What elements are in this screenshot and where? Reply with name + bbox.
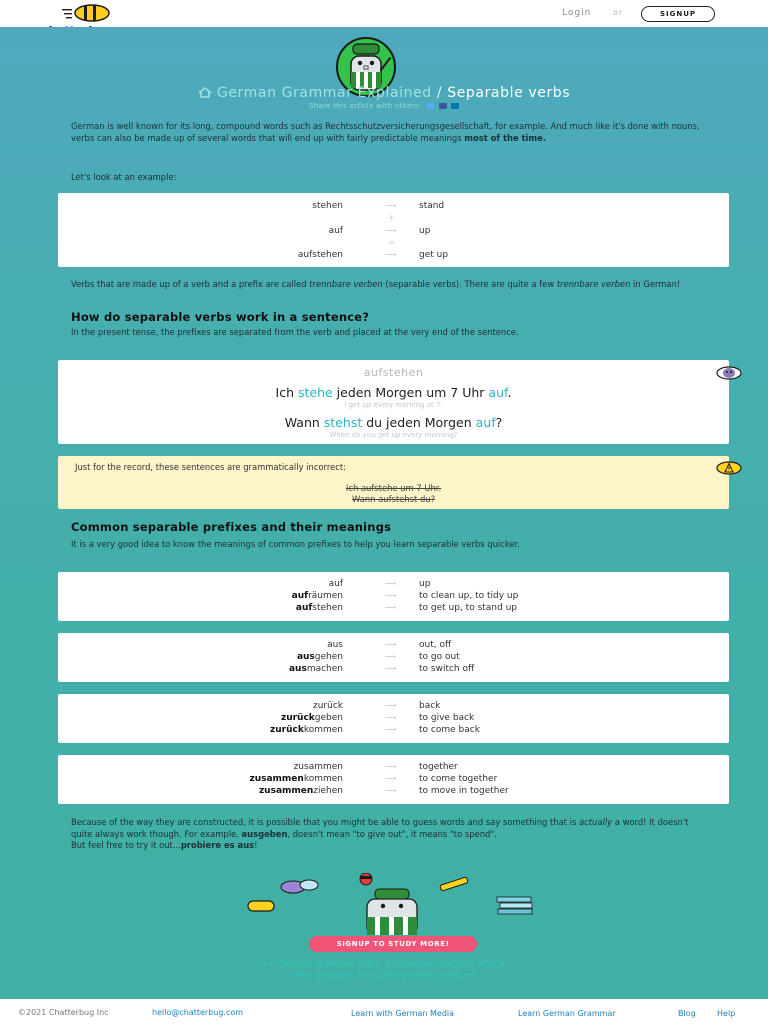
prefix-card-zusammen (58, 755, 729, 804)
top-navbar (0, 0, 768, 27)
footer-link-help[interactable]: Help (717, 1009, 736, 1018)
example-sentence-1: Ich stehe jeden Morgen um 7 Uhr auf. (275, 385, 512, 400)
signup-study-more-button[interactable]: SIGNUP TO STUDY MORE! (309, 936, 477, 952)
prefix-row: aufräumen ⟶ to clean up, to tidy up (291, 591, 519, 601)
prefix-row: auf ⟶ up (328, 579, 431, 589)
footer-link-blog[interactable]: Blog (678, 1009, 696, 1018)
signup-button[interactable]: SIGNUP (641, 6, 715, 22)
study-illustration-icon (245, 873, 535, 935)
example-sentence-2: Wann stehst du jeden Morgen auf? (284, 415, 503, 430)
incorrect-sentence-1: Ich aufstehe um 7 Uhr. (345, 483, 442, 493)
note-message: Just for the record, these sentences are grammatically incorrect: (75, 462, 346, 472)
breadcrumb-separator: / (431, 85, 448, 101)
prefix-row: zusammenziehen ⟶ to move in together (258, 786, 509, 796)
mascot-avatar-icon (716, 366, 742, 380)
warning-icon (716, 461, 742, 475)
prefix-row: aufstehen ⟶ to get up, to stand up (295, 603, 517, 613)
copyright: ©2021 Chatterbug Inc (18, 1008, 109, 1017)
main-content (0, 27, 768, 999)
intro-paragraph: German is well known for its long, compound words such as Rechtsschutzversicherungsgesellschaft, for example. And much like it's done with nouns, verbs can also be made up of several words that will end up with fairly predictable meanings most of the time. (71, 121, 700, 143)
prefix-row: zurück ⟶ back (313, 701, 441, 711)
closing-paragraph: Because of the way they are constructed, it is possible that you might be able to guess words and say something that is actually a word! It doesn't quite always work though. For example, ausgeben, doesn't mean "to give out", it means "to spend". But feel free to try it out...probiere es aus! (71, 817, 689, 850)
prefix-row: zurückkommen ⟶ to come back (270, 725, 480, 735)
footer-link-german-media[interactable]: Learn with German Media (351, 1009, 455, 1018)
breadcrumb-grammar[interactable]: German Grammar Explained (216, 85, 432, 101)
plus-sign: + (388, 213, 395, 222)
linkedin-icon[interactable] (451, 103, 459, 109)
example-row: stehen ⟶ stand (312, 201, 445, 211)
next-topic-link[interactable]: Next grammar topic: Inseparable verbs ⟶ (292, 970, 476, 979)
previous-topic-link[interactable]: ⟵ Previous grammar topic: Accusative indefinite article (262, 959, 506, 968)
or-text: or (613, 8, 624, 17)
example-row: aufstehen ⟶ get up (297, 250, 449, 260)
share-text: Share this article with others: (308, 102, 422, 110)
prefixes-paragraph: It is a very good idea to know the meanings of common prefixes to help you learn separable verbs quicker. (71, 539, 520, 549)
prefix-row: ausgehen ⟶ to go out (296, 652, 460, 662)
article-title: Separable verbs (447, 85, 571, 101)
home-icon[interactable] (198, 87, 212, 98)
page-title (0, 85, 768, 101)
trennbare-paragraph: Verbs that are made up of a verb and a prefix are called trennbare verben (separable verbs). There are quite a few trennbare verben in German! (71, 279, 681, 289)
example-row: auf ⟶ up (328, 226, 431, 236)
equals-sign: = (388, 238, 395, 247)
incorrect-note (58, 456, 729, 509)
present-tense-paragraph: In the present tense, the prefixes are separated from the verb and placed at the very end of the sentence. (71, 327, 519, 337)
footer-link-grammar[interactable]: Learn German Grammar (518, 1009, 616, 1018)
bee-logo-icon (62, 4, 116, 22)
prefix-card-zurueck (58, 694, 729, 743)
prefix-card-auf (58, 572, 729, 621)
incorrect-sentence-2: Wann aufstehst du? (351, 494, 436, 504)
prefix-row: zusammenkommen ⟶ to come together (249, 774, 498, 784)
contact-email-link[interactable]: hello@chatterbug.com (152, 1008, 244, 1017)
login-link[interactable]: Login (562, 8, 592, 18)
prefix-row: zurückgeben ⟶ to give back (280, 713, 475, 723)
prefix-row: ausmachen ⟶ to switch off (288, 664, 475, 674)
prefix-row: zusammen ⟶ together (293, 762, 458, 772)
facebook-icon[interactable] (439, 103, 447, 109)
share-bar (0, 102, 768, 110)
twitter-icon[interactable] (426, 103, 434, 109)
compound-example-card (58, 193, 729, 267)
lets-look-text: Let's look at an example: (71, 172, 177, 182)
example-translation-1: I get up every morning at 7. (344, 401, 443, 409)
example-translation-2: When do you get up every morning? (329, 431, 458, 439)
prefix-row: aus ⟶ out, off (327, 640, 452, 650)
sentence-example-card (58, 360, 729, 444)
example-verb: aufstehen (363, 366, 424, 379)
section-heading-how: How do separable verbs work in a sentence? (71, 310, 370, 324)
section-heading-prefixes: Common separable prefixes and their meanings (71, 520, 392, 534)
footer (0, 999, 768, 1024)
prefix-card-aus (58, 633, 729, 682)
